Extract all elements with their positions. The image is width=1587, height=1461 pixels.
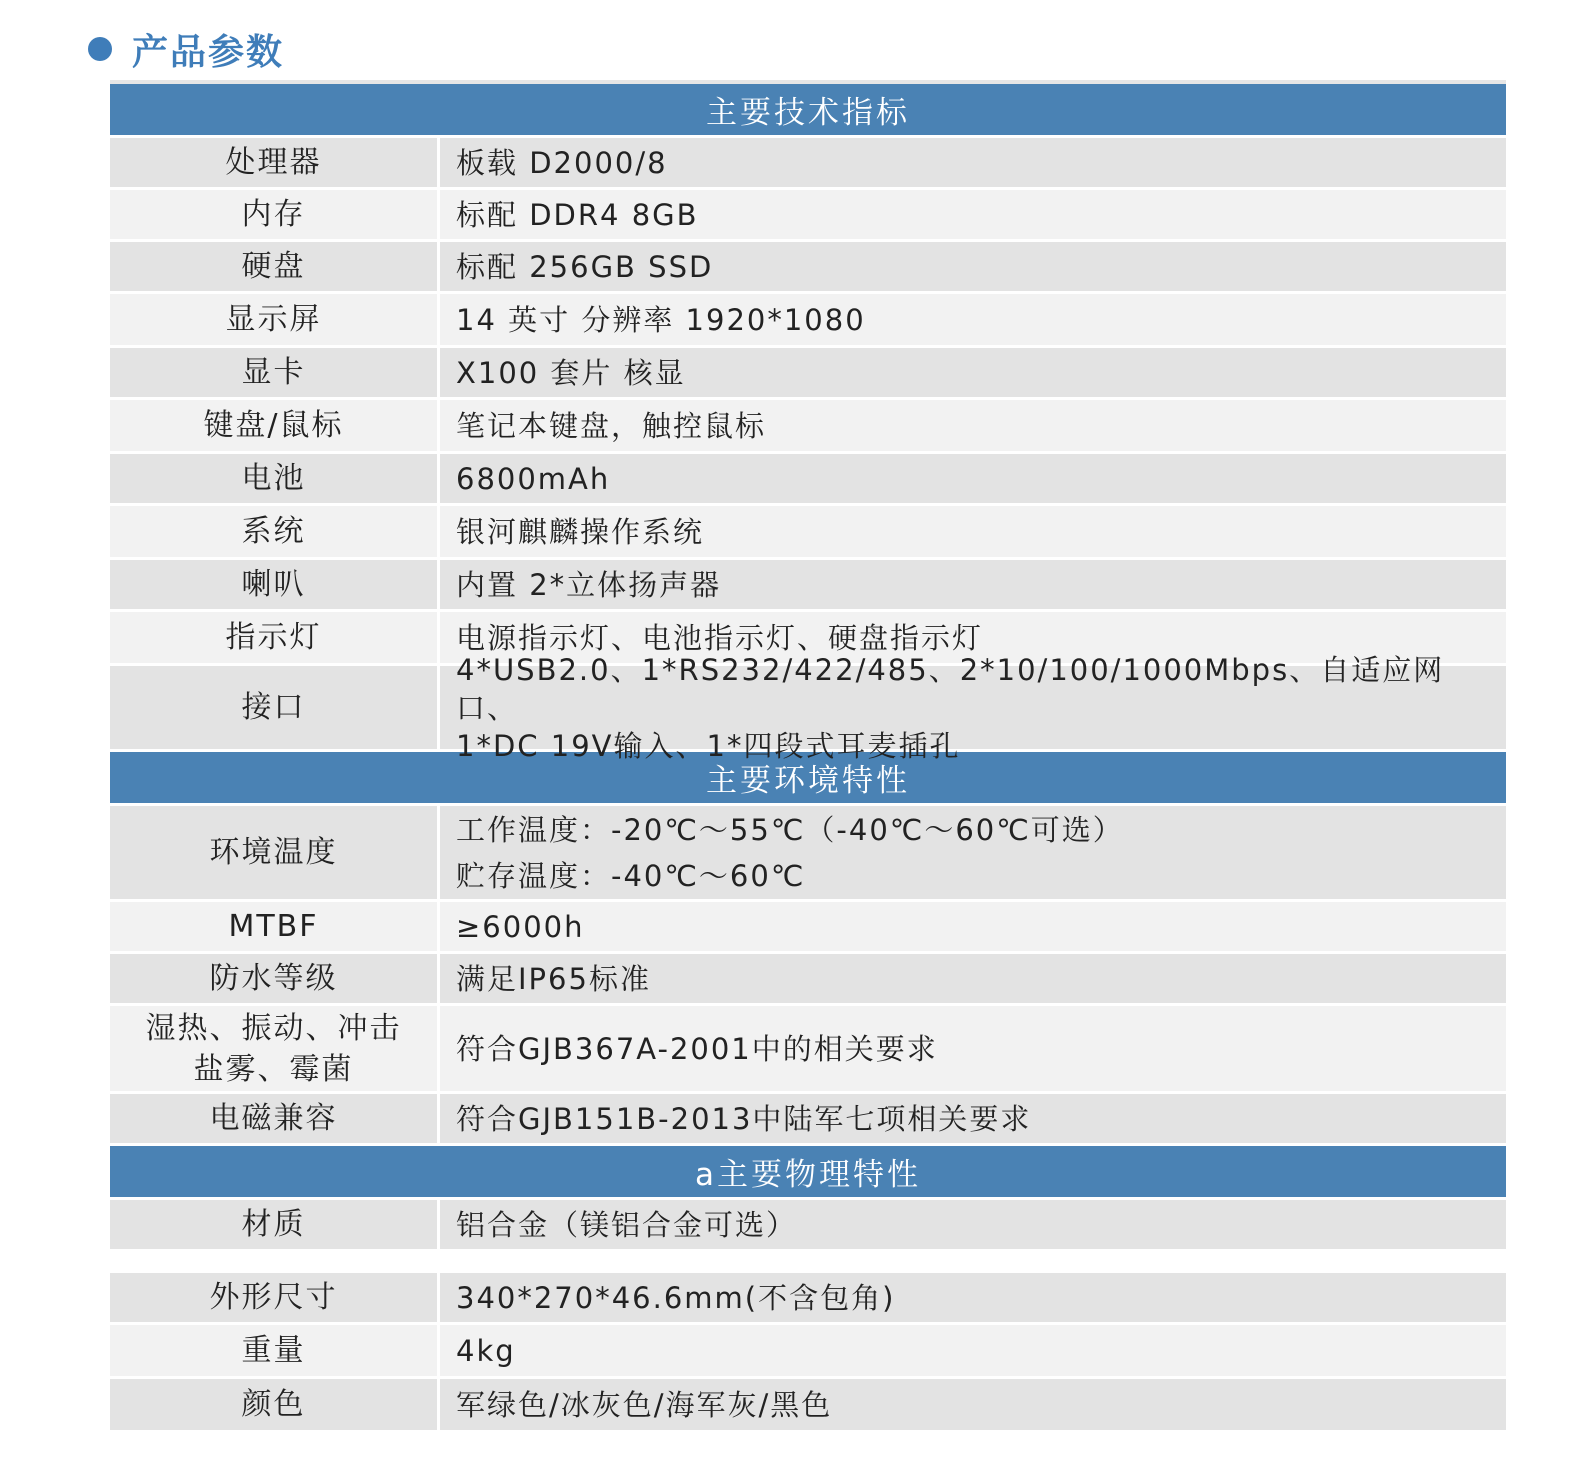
spec-value-line: 标配 256GB SSD [456, 249, 714, 284]
page-title: 产品参数 [132, 31, 285, 73]
spec-value-line: 1*DC 19V输入、1*四段式耳麦插孔 [456, 728, 961, 763]
spec-row [110, 242, 1506, 294]
spec-row [110, 506, 1506, 560]
spec-label: 喇叭 [110, 560, 440, 609]
spec-value [440, 1379, 1506, 1430]
spec-value-line: 6800mAh [456, 461, 611, 496]
spec-label: 重量 [110, 1325, 440, 1376]
spec-value [440, 348, 1506, 397]
spec-row [110, 294, 1506, 348]
spec-row [110, 1094, 1506, 1146]
spec-value-line: 铝合金（镁铝合金可选） [456, 1207, 798, 1242]
spec-value [440, 560, 1506, 609]
spec-value-line: 工作温度：-20℃～55℃（-40℃～60℃可选） [456, 812, 1124, 847]
spec-row [110, 454, 1506, 506]
spec-label: 内存 [110, 190, 440, 239]
spec-value-line: 内置 2*立体扬声器 [456, 567, 722, 602]
spec-label: 显示屏 [110, 294, 440, 345]
spec-label: 处理器 [110, 138, 440, 187]
spec-label: 系统 [110, 506, 440, 557]
spec-label: 湿热、振动、冲击 盐雾、霉菌 [110, 1006, 440, 1091]
bullet-dot-icon [88, 37, 112, 61]
spec-value [440, 1200, 1506, 1249]
spec-value-line: 标配 DDR4 8GB [456, 197, 699, 232]
spec-value [440, 902, 1506, 951]
spec-value [440, 506, 1506, 557]
spec-row [110, 560, 1506, 612]
section-header: 主要技术指标 [110, 84, 1506, 138]
spec-value-line: 340*270*46.6mm(不含包角) [456, 1280, 896, 1315]
spec-label: 电池 [110, 454, 440, 503]
spec-value [440, 190, 1506, 239]
spec-value [440, 1006, 1506, 1091]
spec-extra-row [110, 1379, 1506, 1433]
spec-extra-row [110, 1325, 1506, 1379]
spec-value [440, 1273, 1506, 1322]
spec-label: 接口 [110, 666, 440, 749]
spec-value [440, 138, 1506, 187]
spec-value-line: 符合GJB151B-2013中陆军七项相关要求 [456, 1101, 1032, 1136]
spec-table [110, 84, 1506, 1252]
spec-label: 显卡 [110, 348, 440, 397]
spec-value-line: 笔记本键盘，触控鼠标 [456, 408, 767, 443]
spec-value-line: 满足IP65标准 [456, 961, 651, 996]
spec-label: 电磁兼容 [110, 1094, 440, 1143]
spec-row [110, 1006, 1506, 1094]
spec-value-line: 军绿色/冰灰色/海军灰/黑色 [456, 1387, 833, 1422]
spec-value [440, 400, 1506, 451]
spec-row [110, 806, 1506, 902]
spec-label: 材质 [110, 1200, 440, 1249]
spec-value-line: 电源指示灯、电池指示灯、硬盘指示灯 [456, 620, 984, 655]
spec-label: 颜色 [110, 1379, 440, 1430]
spec-value-line: 银河麒麟操作系统 [456, 514, 705, 549]
spec-value [440, 242, 1506, 291]
spec-value-line: 符合GJB367A-2001中的相关要求 [456, 1031, 938, 1066]
spec-value-line: 板载 D2000/8 [456, 145, 668, 180]
spec-table-physical-extra [110, 1273, 1506, 1433]
spec-value-line: ≥6000h [456, 909, 585, 944]
page-title-wrap [88, 24, 284, 74]
spec-value [440, 652, 1506, 763]
spec-row [110, 190, 1506, 242]
spec-label: 防水等级 [110, 954, 440, 1003]
spec-value-line: 14 英寸 分辨率 1920*1080 [456, 302, 866, 337]
spec-value-line: 4*USB2.0、1*RS232/422/485、2*10/100/1000Mbps、自适应网口、 [456, 652, 1445, 725]
spec-label: 键盘/鼠标 [110, 400, 440, 451]
spec-value [440, 1325, 1506, 1376]
spec-value [440, 806, 1506, 899]
spec-label: 硬盘 [110, 242, 440, 291]
spec-extra-row [110, 1273, 1506, 1325]
spec-value [440, 954, 1506, 1003]
spec-row [110, 348, 1506, 400]
spec-label: MTBF [110, 902, 440, 951]
spec-value-line: 4kg [456, 1333, 516, 1368]
spec-value-line: 贮存温度：-40℃～60℃ [456, 858, 806, 893]
section-header: a主要物理特性 [110, 1146, 1506, 1200]
spec-value [440, 1094, 1506, 1143]
spec-row [110, 902, 1506, 954]
spec-label: 环境温度 [110, 806, 440, 899]
spec-row [110, 954, 1506, 1006]
section-header: 主要环境特性 [110, 752, 1506, 806]
spec-value [440, 454, 1506, 503]
spec-value [440, 294, 1506, 345]
spec-label: 外形尺寸 [110, 1273, 440, 1322]
spec-row [110, 1200, 1506, 1252]
spec-label: 指示灯 [110, 612, 440, 663]
spec-row [110, 400, 1506, 454]
spec-row [110, 138, 1506, 190]
spec-value-line: X100 套片 核显 [456, 355, 686, 390]
spec-row [110, 652, 1506, 763]
